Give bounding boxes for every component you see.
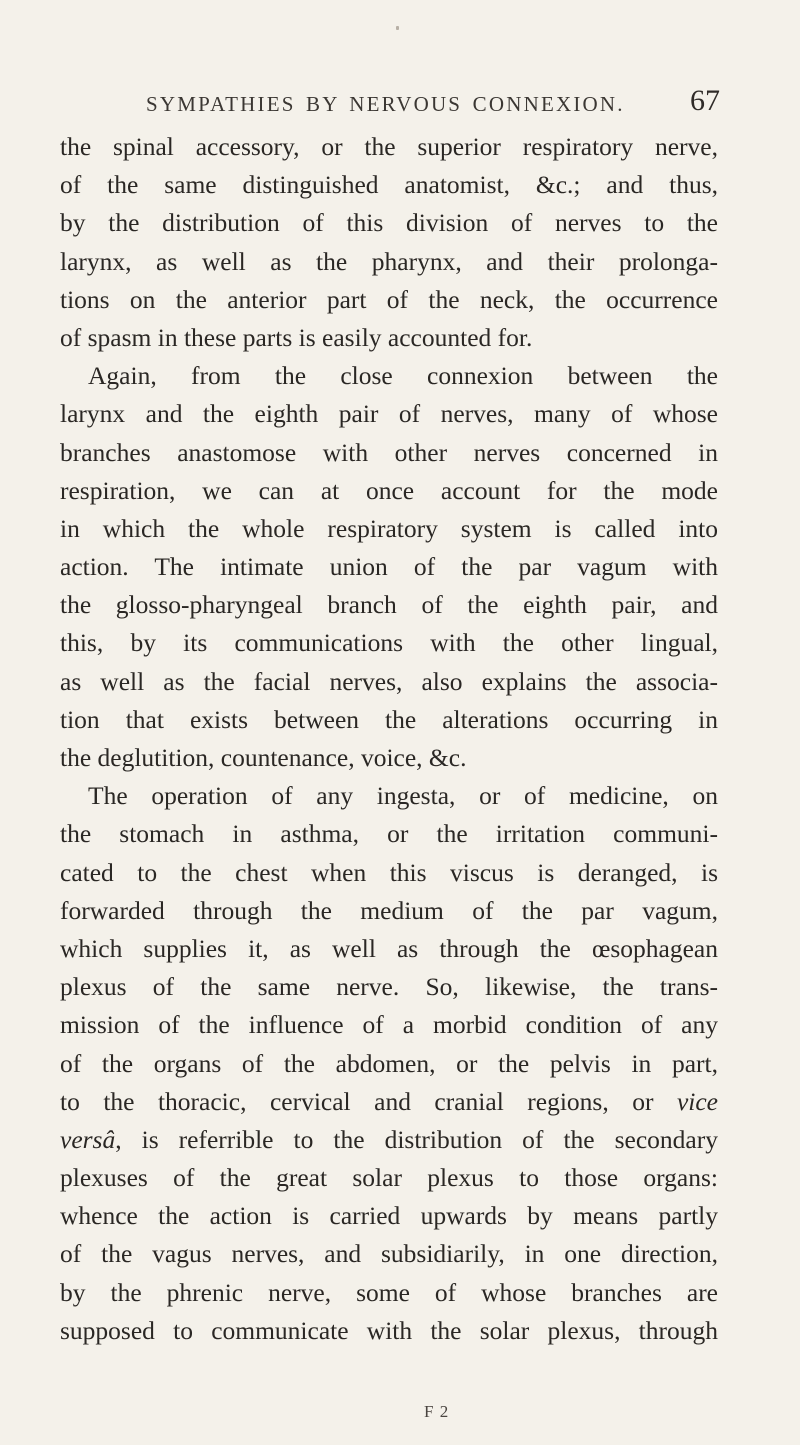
text-line: action. The intimate union of the par vagum with: [60, 552, 718, 582]
text-line: supposed to communicate with the solar plexus, through: [60, 1315, 718, 1345]
ink-speck: [396, 26, 399, 30]
text-line: by the distribution of this division of nerves to the: [60, 208, 718, 238]
text-line: respiration, we can at once account for the mode: [60, 475, 718, 505]
signature-mark: F 2: [424, 1402, 450, 1421]
running-title: SYMPATHIES BY NERVOUS CONNEXION.: [146, 92, 625, 116]
text-line: of the same distinguished anatomist, &c.; and thus,: [60, 170, 718, 200]
text-line: the deglutition, countenance, voice, &c.: [60, 743, 467, 772]
text-line: of the vagus nerves, and subsidiarily, in one direction,: [60, 1239, 718, 1269]
text-line: plexus of the same nerve. So, likewise, the trans-: [60, 972, 718, 1002]
text-line: versâ, is referrible to the distribution of the secondary: [60, 1124, 718, 1154]
running-header: [88, 84, 720, 124]
text-line: by the phrenic nerve, some of whose branches are: [60, 1277, 718, 1307]
text-line: of the organs of the abdomen, or the pelvis in part,: [60, 1048, 718, 1078]
text-line: the spinal accessory, or the superior respiratory nerve,: [60, 132, 718, 161]
text-line: larynx, as well as the pharynx, and their prolonga-: [60, 246, 718, 276]
text-line: tions on the anterior part of the neck, the occurrence: [60, 284, 718, 314]
text-line: to the thoracic, cervical and cranial regions, or vice: [60, 1086, 718, 1116]
text-line: which supplies it, as well as through the œsophagean: [60, 933, 718, 963]
text-line: larynx and the eighth pair of nerves, many of whose: [60, 399, 718, 429]
text-line: in which the whole respiratory system is called into: [60, 513, 718, 543]
text-line: of spasm in these parts is easily accounted for.: [60, 322, 533, 352]
text-line: plexuses of the great solar plexus to those organs:: [60, 1163, 718, 1193]
text-line: cated to the chest when this viscus is deranged, is: [60, 857, 718, 887]
page-number: 67: [690, 84, 720, 117]
text-line: whence the action is carried upwards by means partly: [60, 1201, 718, 1231]
text-line: branches anastomose with other nerves concerned in: [60, 437, 718, 467]
text-line: forwarded through the medium of the par vagum,: [60, 895, 718, 925]
text-line: The operation of any ingesta, or of medicine, on: [88, 781, 718, 811]
text-line: mission of the influence of a morbid condition of any: [60, 1010, 718, 1040]
text-line: as well as the facial nerves, also explains the associa-: [60, 666, 718, 696]
text-line: tion that exists between the alterations occurring in: [60, 704, 718, 734]
text-line: the stomach in asthma, or the irritation communi-: [60, 819, 718, 849]
text-line: this, by its communications with the other lingual,: [60, 628, 718, 658]
text-line: Again, from the close connexion between the: [88, 361, 718, 391]
body-text: [60, 128, 718, 1350]
text-line: the glosso-pharyngeal branch of the eighth pair, and: [60, 590, 718, 620]
